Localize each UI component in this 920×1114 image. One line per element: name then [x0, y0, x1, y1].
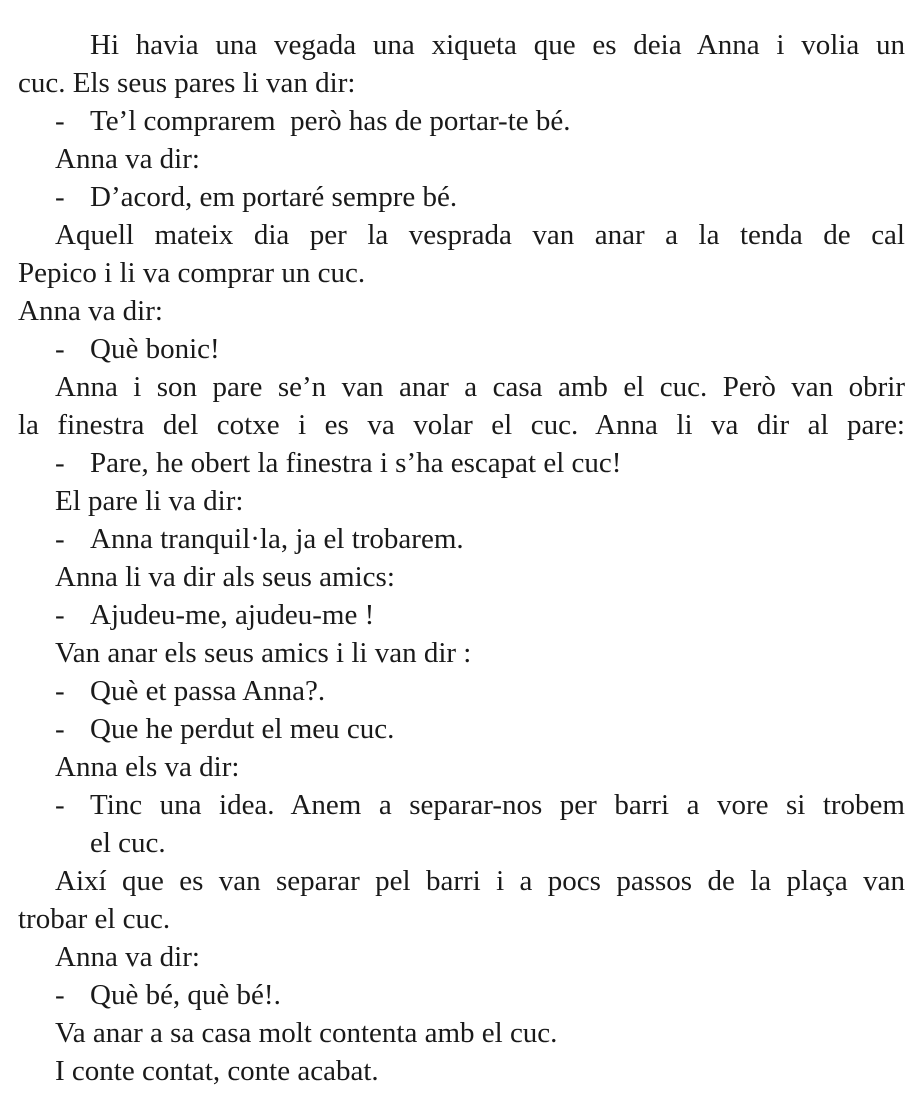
line-text: Aquell mateix dia per la vesprada van anar a la tenda de cal [55, 219, 905, 251]
dialogue-dash: - [55, 523, 65, 555]
line-text: Què bonic! [90, 333, 220, 365]
line-text: trobar el cuc. [18, 903, 171, 935]
dialogue-line [0, 786, 920, 824]
dialogue-line [0, 596, 920, 634]
line-text: Així que es van separar pel barri i a pocs passos de la plaça van [55, 865, 905, 897]
text-line [0, 1052, 920, 1090]
text-line [0, 140, 920, 178]
line-text: Anna i son pare se’n van anar a casa amb el cuc. Però van obrir [55, 371, 905, 403]
line-text: I conte contat, conte acabat. [55, 1055, 379, 1087]
dialogue-dash: - [55, 105, 65, 137]
dialogue-dash: - [55, 447, 65, 479]
text-line [0, 748, 920, 786]
text-line [0, 1014, 920, 1052]
text-line [0, 254, 920, 292]
text-line [0, 938, 920, 976]
line-text: Anna els va dir: [55, 751, 240, 783]
line-text: Què et passa Anna?. [90, 675, 326, 707]
dialogue-line [0, 102, 920, 140]
line-text: Anna va dir: [55, 941, 200, 973]
line-text: El pare li va dir: [55, 485, 244, 517]
dialogue-dash: - [55, 789, 65, 821]
text-line [0, 824, 920, 862]
dialogue-dash: - [55, 181, 65, 213]
dialogue-line [0, 178, 920, 216]
line-text: el cuc. [90, 827, 166, 859]
dialogue-dash: - [55, 979, 65, 1011]
line-text: cuc. Els seus pares li van dir: [18, 67, 356, 99]
dialogue-dash: - [55, 675, 65, 707]
text-line [0, 862, 920, 900]
dialogue-dash: - [55, 333, 65, 365]
line-text: D’acord, em portaré sempre bé. [90, 181, 458, 213]
line-text: Anna va dir: [55, 143, 200, 175]
dialogue-dash: - [55, 713, 65, 745]
dialogue-line [0, 710, 920, 748]
line-text: la finestra del cotxe i es va volar el cuc. Anna li va dir al pare: [18, 409, 905, 441]
story-text [0, 26, 920, 1090]
line-text: Anna tranquil·la, ja el trobarem. [90, 523, 464, 555]
text-line [0, 482, 920, 520]
dialogue-line [0, 444, 920, 482]
text-line [0, 26, 920, 64]
text-line [0, 558, 920, 596]
line-text: Va anar a sa casa molt contenta amb el cuc. [55, 1017, 558, 1049]
text-line [0, 900, 920, 938]
text-line [0, 64, 920, 102]
line-text: Tinc una idea. Anem a separar-nos per barri a vore si trobem [90, 789, 905, 821]
line-text: Hi havia una vegada una xiqueta que es deia Anna i volia un [90, 29, 905, 61]
line-text: Què bé, què bé!. [90, 979, 281, 1011]
text-line [0, 406, 920, 444]
dialogue-line [0, 672, 920, 710]
line-text: Ajudeu-me, ajudeu-me ! [90, 599, 375, 631]
text-line [0, 216, 920, 254]
line-text: Anna li va dir als seus amics: [55, 561, 395, 593]
line-text: Te’l comprarem però has de portar-te bé. [90, 105, 571, 137]
line-text: Que he perdut el meu cuc. [90, 713, 395, 745]
line-text: Anna va dir: [18, 295, 163, 327]
dialogue-dash: - [55, 599, 65, 631]
dialogue-line [0, 520, 920, 558]
line-text: Van anar els seus amics i li van dir : [55, 637, 472, 669]
line-text: Pare, he obert la finestra i s’ha escapat el cuc! [90, 447, 622, 479]
line-text: Pepico i li va comprar un cuc. [18, 257, 366, 289]
text-line [0, 634, 920, 672]
text-line [0, 292, 920, 330]
text-line [0, 368, 920, 406]
dialogue-line [0, 330, 920, 368]
dialogue-line [0, 976, 920, 1014]
